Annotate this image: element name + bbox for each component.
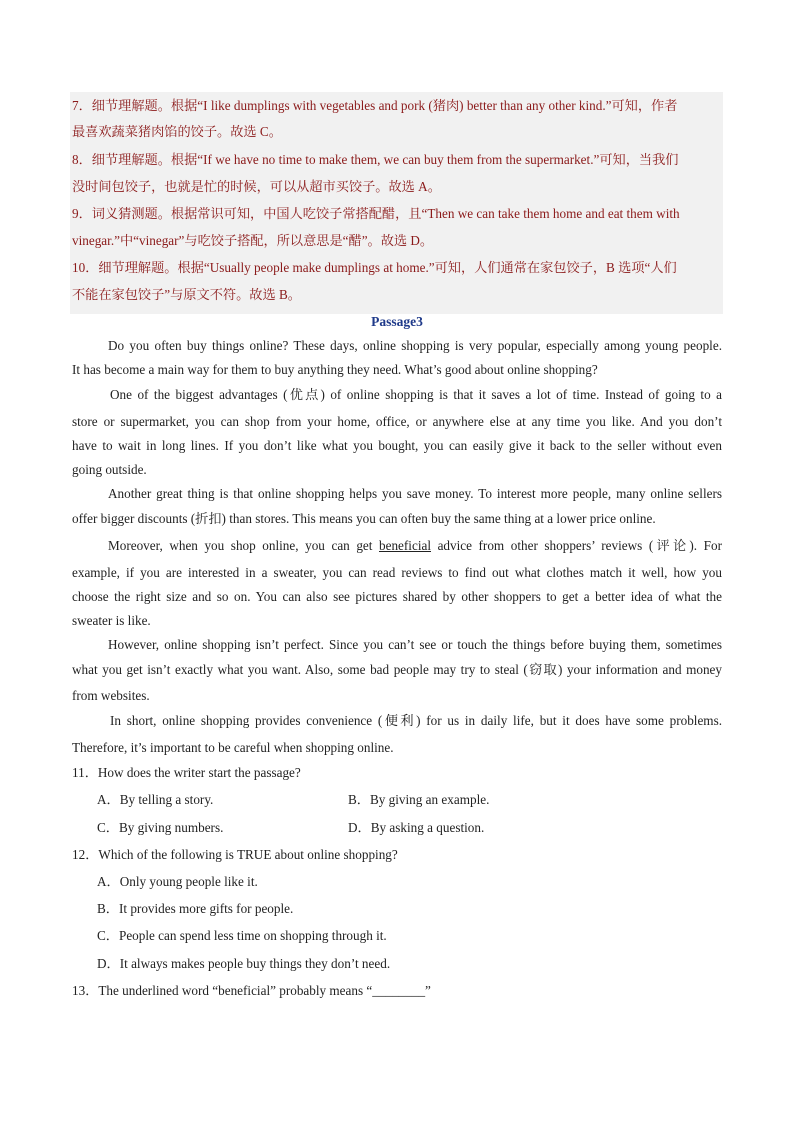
question-12-option-c[interactable]: C．People can spend less time on shopping through it. <box>97 928 387 943</box>
question-12-option-d[interactable]: D．It always makes people buy things they don’t need. <box>97 956 391 971</box>
paragraph-4-line-2: example, if you are interested in a sweater, you can read reviews to find out what clothes match it well, how you <box>72 565 722 580</box>
answer-9-line-2: vinegar.”中“vinegar”与吃饺子搭配，所以意思是“醋”。故选 D。 <box>72 233 434 248</box>
answer-7-line-2: 最喜欢蔬菜猪肉馅的饺子。故选 C。 <box>72 124 282 139</box>
paragraph-4-text-a: Moreover, when you shop online, you can get <box>108 538 380 553</box>
paragraph-6-line-1: In short, online shopping provides convenience (便利) for us in daily life, but it does have some problems. <box>110 713 722 728</box>
question-11-option-d[interactable]: D．By asking a question. <box>348 820 485 835</box>
paragraph-2-line-1: One of the biggest advantages (优点) of online shopping is that it saves a lot of time. Instead of going to a <box>110 387 722 402</box>
paragraph-1-line-1: Do you often buy things online? These days, online shopping is very popular, especially among young people. <box>108 338 722 353</box>
question-12-stem: 12．Which of the following is TRUE about online shopping? <box>72 847 398 862</box>
question-11-option-b[interactable]: B．By giving an example. <box>348 792 490 807</box>
answer-7-line-1: 7．细节理解题。根据“I like dumplings with vegetables and pork (猪肉) better than any other kind.”可知，作者 <box>72 98 678 113</box>
paragraph-2-line-3: have to wait in long lines. If you don’t like what you bought, you can easily give it back to the seller without even <box>72 438 722 453</box>
paragraph-2-line-4: going outside. <box>72 462 147 477</box>
paragraph-5-line-2: what you get isn’t exactly what you want. Also, some bad people may try to steal (窃取) your information and money <box>72 662 722 677</box>
paragraph-4-line-4: sweater is like. <box>72 613 151 628</box>
paragraph-6-line-2: Therefore, it’s important to be careful when shopping online. <box>72 740 394 755</box>
answer-8-line-1: 8．细节理解题。根据“If we have no time to make them, we can buy them from the supermarket.”可知，当我们 <box>72 152 679 167</box>
question-11-stem: 11．How does the writer start the passage? <box>72 765 301 780</box>
paragraph-4-line-3: choose the right size and so on. You can also see pictures shared by other shoppers to get a better idea of what the <box>72 589 722 604</box>
answer-9-line-1: 9．词义猜测题。根据常识可知，中国人吃饺子常搭配醋，且“Then we can take them home and eat them with <box>72 206 680 221</box>
answer-explanations-box <box>70 92 723 314</box>
underlined-word-beneficial: beneficial <box>379 538 431 553</box>
answer-10-line-2: 不能在家包饺子”与原文不符。故选 B。 <box>72 287 301 302</box>
question-13-blank[interactable]: ________ <box>372 983 426 998</box>
passage-title: Passage3 <box>371 314 423 329</box>
paragraph-4-text-b: advice from other shoppers’ reviews (评论). For <box>431 538 722 553</box>
question-13-stem <box>72 982 431 1000</box>
paragraph-5-line-3: from websites. <box>72 688 150 703</box>
paragraph-3-line-2: offer bigger discounts (折扣) than stores. This means you can often buy the same thing at a lower price online. <box>72 511 656 526</box>
question-11-option-a[interactable]: A．By telling a story. <box>97 792 214 807</box>
question-13-prefix: 13．The underlined word “beneficial” probably means “ <box>72 983 373 998</box>
paragraph-1-line-2: It has become a main way for them to buy anything they need. What’s good about online shopping? <box>72 362 598 377</box>
question-12-option-a[interactable]: A．Only young people like it. <box>97 874 258 889</box>
paragraph-3-line-1: Another great thing is that online shopping helps you save money. To interest more people, many online sellers <box>108 486 722 501</box>
question-13-suffix: ” <box>425 983 431 998</box>
answer-10-line-1: 10．细节理解题。根据“Usually people make dumplings at home.”可知，人们通常在家包饺子，B 选项“人们 <box>72 260 677 275</box>
question-11-option-c[interactable]: C．By giving numbers. <box>97 820 224 835</box>
paragraph-2-line-2: store or supermarket, you can shop from your home, office, or anywhere else at any time you like. And you don’t <box>72 414 722 429</box>
answer-8-line-2: 没时间包饺子，也就是忙的时候，可以从超市买饺子。故选 A。 <box>72 179 441 194</box>
paragraph-5-line-1: However, online shopping isn’t perfect. Since you can’t see or touch the things before buying them, sometimes <box>108 637 722 652</box>
paragraph-4-line-1 <box>108 537 722 555</box>
question-12-option-b[interactable]: B．It provides more gifts for people. <box>97 901 294 916</box>
